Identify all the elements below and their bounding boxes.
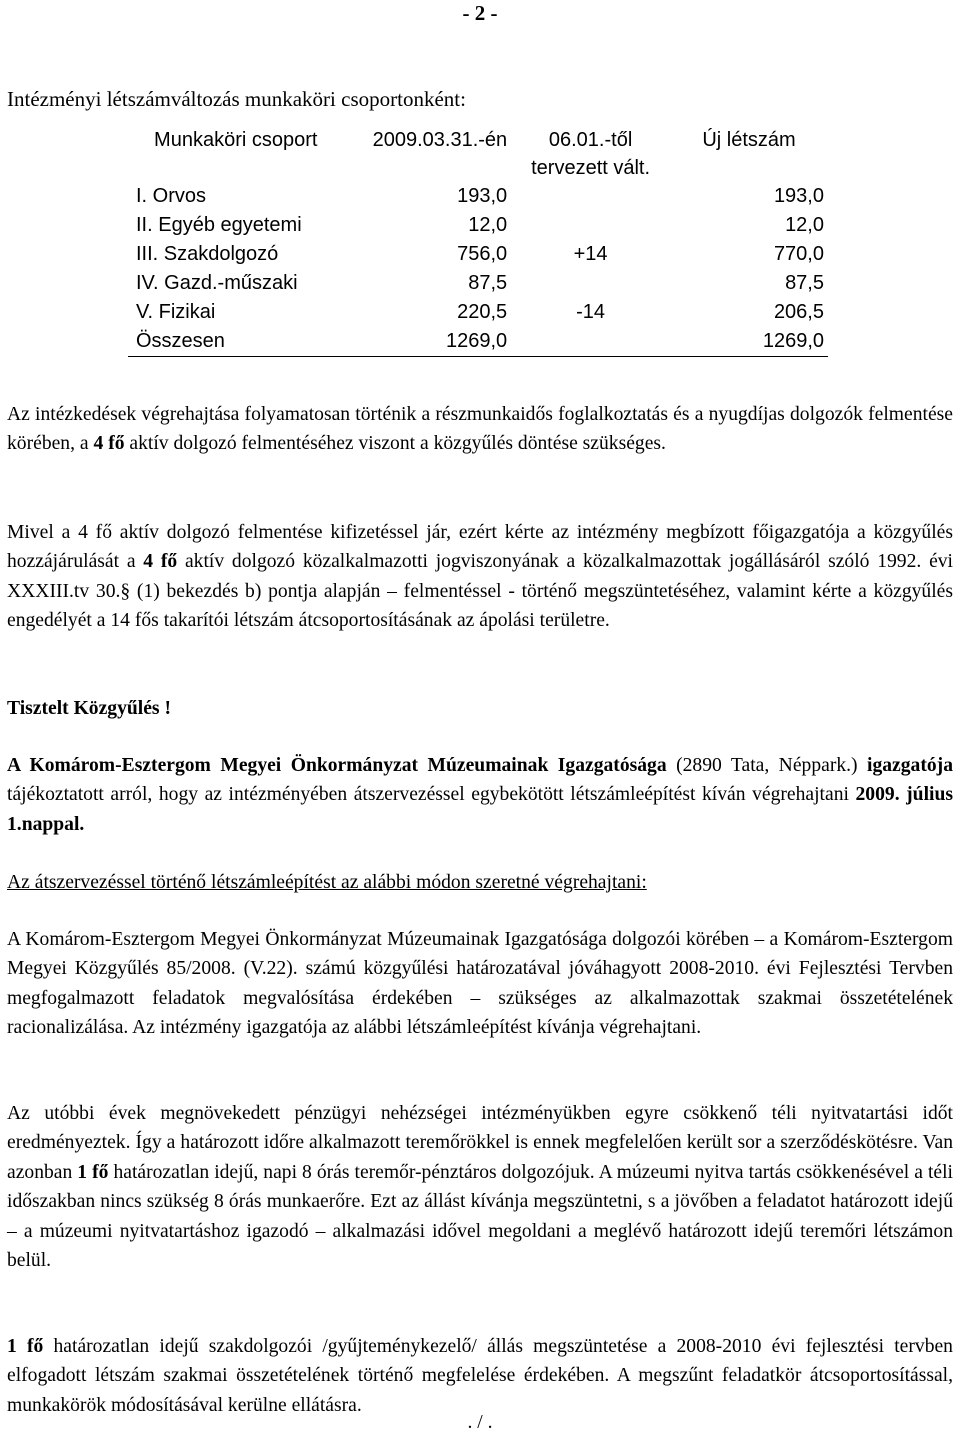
table-row xyxy=(128,327,828,357)
text: aktív dolgozó közalkalmazotti jogviszonyának a közalkalmazottak jogállásáról szóló 1992. évi XXXIII.tv 30.§ (1) bekezdés b) pontja alapján – felmentéssel - történő megszüntetéséhez, valamint kérte a közgyűlés engedélyét a 14 fős takarítói létszám átcsoportosításának az ápolási területre. xyxy=(7,551,954,632)
group-cell: Összesen xyxy=(128,327,340,357)
change-cell: +14 xyxy=(573,243,608,265)
header-2009: 2009.03.31.-én xyxy=(372,129,508,151)
table-header-row xyxy=(128,126,828,182)
text: tájékoztatott arról, hogy az intézményében átszervezéssel egybekötött létszámleépítést kíván végrehajtani xyxy=(7,784,856,806)
paragraph-measures xyxy=(7,400,953,459)
table-row xyxy=(128,182,828,211)
table-row xyxy=(128,269,828,298)
value-2009-cell: 193,0 xyxy=(457,185,508,207)
group-cell: IV. Gazd.-műszaki xyxy=(136,272,298,294)
text: határozatlan idejű szakdolgozói /gyűjteménykezelő/ állás megszüntetése a 2008-2010 évi fejlesztési tervben elfogadott létszám szakmai összetételének történő megfelelése érdekében. A megszűnt feladatkör átcsoportosítással, munkakörök módosításával kerülne ellátásra. xyxy=(7,1336,953,1416)
bold-count: 1 fő xyxy=(7,1336,44,1357)
value-2009-cell: 220,5 xyxy=(457,301,508,323)
value-2009-cell: 756,0 xyxy=(457,243,508,265)
group-cell: II. Egyéb egyetemi xyxy=(136,214,302,236)
table-row xyxy=(128,298,828,327)
date: 2009. július 1.nappal. xyxy=(7,784,953,835)
new-value-cell: 206,5 xyxy=(773,301,824,323)
header-change: 06.01.-től tervezett vált. xyxy=(531,129,651,179)
text: aktív dolgozó felmentéséhez viszont a közgyűlés döntése szükséges. xyxy=(124,433,666,455)
bold-count: 1 fő xyxy=(77,1161,109,1183)
new-value-cell: 770,0 xyxy=(773,243,824,265)
new-value-cell: 87,5 xyxy=(785,272,824,294)
new-value-cell: 193,0 xyxy=(773,185,824,207)
paragraph-specialist xyxy=(7,1332,953,1420)
text: Az utóbbi évek megnövekedett pénzügyi nehézségei intézményükben egyre csökkenő téli nyitvatartási időt eredményeztek. Így a határozott időre alkalmazott teremőrökkel is ennek megfelelően került sor a szerződéskötésre. Van azonban xyxy=(7,1103,953,1183)
text: A Komárom-Esztergom Megyei Önkormányzat Múzeumainak Igazgatósága dolgozói körében – a Komárom-Esztergom Megyei Közgyűlés 85/2008. (V.22). számú közgyűlési határozatával jóváhagyott 2008-2010. évi Fejlesztési Tervben megfogalmazott feladatok megvalósítása érdekében – szükséges az alkalmazottak szakmai összetételének racionalizálása. Az intézmény igazgatója az alábbi létszámleépítést kívánja végrehajtani. xyxy=(7,929,953,1039)
section-title: Intézményi létszámváltozás munkaköri csoportonként: xyxy=(7,87,466,111)
table-row xyxy=(128,211,828,240)
group-cell: III. Szakdolgozó xyxy=(136,243,279,265)
paragraph-guard xyxy=(7,1099,953,1275)
institution-name: A Komárom-Esztergom Megyei Önkormányzat Múzeumainak Igazgatósága xyxy=(7,755,667,776)
change-cell: -14 xyxy=(576,301,606,323)
text: Mivel a 4 fő aktív dolgozó felmentése kifizetéssel jár, ezért kérte az intézmény megbízott főigazgatója a közgyűlés hozzájárulását a xyxy=(7,522,953,573)
underlined-heading xyxy=(7,868,953,897)
paragraph-dismissal xyxy=(7,518,953,636)
new-value-cell: 12,0 xyxy=(785,214,824,236)
greeting-text: Tisztelt Közgyűlés ! xyxy=(7,698,171,719)
address: (2890 Tata, Néppark.) xyxy=(666,755,868,776)
header-new: Új létszám xyxy=(702,129,796,151)
table-row xyxy=(128,240,828,269)
continuation-mark: . / . xyxy=(467,1412,493,1433)
group-cell: V. Fizikai xyxy=(136,301,216,323)
text: határozatlan idejű, napi 8 órás teremőr-pénztáros dolgozójuk. A múzeumi nyitva tartás csökkenésével a téli időszakban nincs szükség 8 órás munkaerőre. Ezt az állást kívánja megszüntetni, s a jövőben a feladatot határozott idejű – a múzeumi nyitvatartáshoz igazodó – alkalmazási idővel megoldani a meglévő határozott idejű teremőri létszámon belül. xyxy=(7,1161,953,1272)
paragraph-museum xyxy=(7,751,953,839)
change-cell xyxy=(511,269,670,298)
header-group: Munkaköri csoport xyxy=(154,129,318,151)
bold-count: 4 fő xyxy=(93,433,125,455)
page-number: - 2 - xyxy=(462,1,498,25)
director: igazgatója xyxy=(867,755,953,776)
group-cell: I. Orvos xyxy=(136,185,207,207)
value-2009-cell: 1269,0 xyxy=(340,327,512,357)
change-cell xyxy=(511,182,670,211)
value-2009-cell: 12,0 xyxy=(468,214,508,236)
paragraph-plan xyxy=(7,925,953,1043)
text: Az intézkedések végrehajtása folyamatosan történik a részmunkaidős foglalkoztatás és a nyugdíjas dolgozók felmentése körében, a xyxy=(7,404,953,455)
change-cell xyxy=(511,327,670,357)
new-value-cell: 1269,0 xyxy=(670,327,828,357)
underlined-text: Az átszervezéssel történő létszámleépítést az alábbi módon szeretné végrehajtani: xyxy=(7,872,647,893)
greeting xyxy=(7,694,953,723)
bold-count: 4 fő xyxy=(143,551,178,573)
change-cell xyxy=(511,211,670,240)
value-2009-cell: 87,5 xyxy=(468,272,508,294)
staffing-table xyxy=(128,126,828,357)
